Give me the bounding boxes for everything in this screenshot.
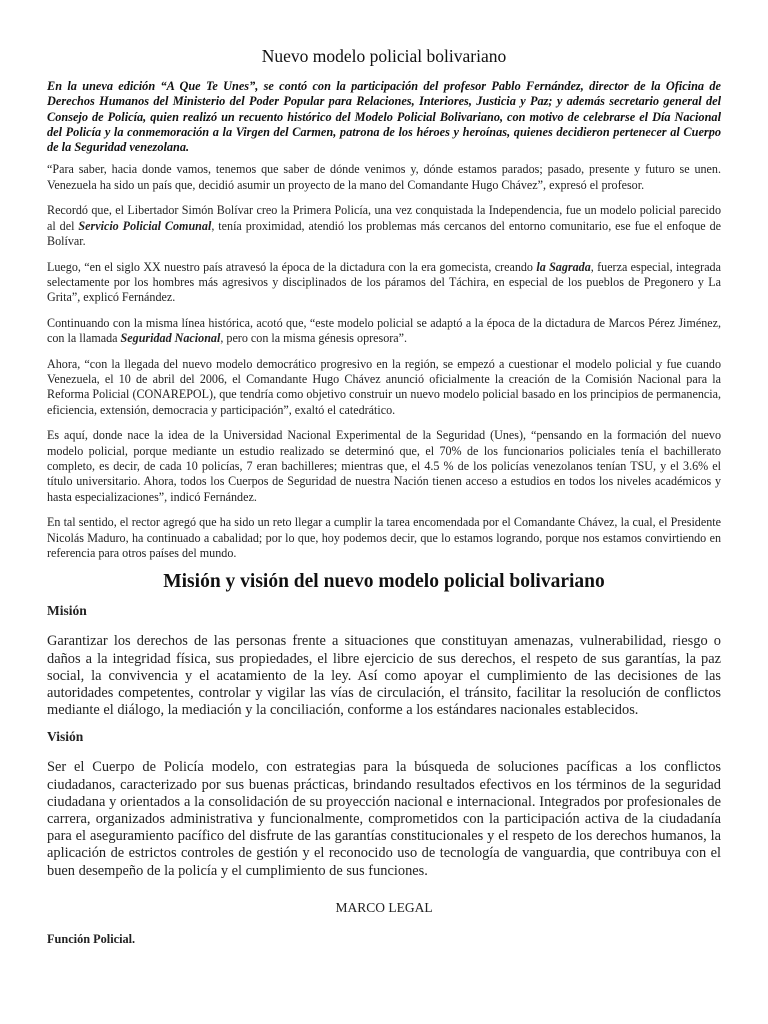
section-subtitle: Misión y visión del nuevo modelo policial bolivariano — [163, 571, 605, 593]
mision-heading: Misión — [47, 603, 87, 619]
marco-legal-heading: MARCO LEGAL — [335, 899, 433, 915]
vision-heading: Visión — [47, 729, 84, 745]
paragraph-4-text-b: , pero con la misma génesis opresora”. — [220, 331, 408, 346]
paragraph-4-emphasis: Seguridad Nacional — [120, 331, 221, 346]
funcion-policial-heading: Función Policial. — [47, 931, 136, 946]
paragraph-3 — [47, 260, 721, 306]
paragraph-2-emphasis: Servicio Policial Comunal — [78, 218, 212, 233]
paragraph-2-text-a: Recordó que, el Libertador Simón Bolívar creo la Primera Policía, una vez conquistada la Independencia, fue un modelo policial parecido al del — [47, 203, 721, 233]
paragraph-3-text-a: Luego, “en el siglo XX nuestro país atravesó la época de la dictadura con la era gomecista, creando — [47, 259, 537, 274]
paragraph-7: En tal sentido, el rector agregó que ha sido un reto llegar a cumplir la tarea encomendada por el Comandante Chávez, la cual, el Presidente Nicolás Maduro, ha continuado a cabalidad; por lo que, hoy podemos decir, que lo estamos logrando, porque nos estamos convirtiendo en referencia para otros países del mundo. — [47, 515, 721, 561]
paragraph-2-text-b: , tenía proximidad, atendió los problemas más cercanos del entorno comunitario, ese fue el enfoque de Bolívar. — [47, 218, 721, 249]
paragraph-3-emphasis: la Sagrada — [536, 259, 591, 274]
page-title: Nuevo modelo policial bolivariano — [261, 46, 507, 66]
vision-text: Ser el Cuerpo de Policía modelo, con estrategias para la búsqueda de soluciones pacíficas a los conflictos ciudadanos, caracterizado por sus buenas prácticas, brindando resultados efectivos en los términos de la seguridad ciudadana y orientados a la consolidación de su proyección nacional e internacional. Integrados por profesionales de carrera, organizados administrativa y funcionalmente, comprometidos con la participación activa de la ciudadanía para el aseguramiento pacífico del disfrute de las garantías constitucionales y el respeto de los derechos humanos, la aplicación de estrictos controles de gestión y el reconocido uso de tecnología de vanguardia, que contribuya con el buen desempeño de la policía y el cumplimiento de sus funciones. — [47, 759, 721, 879]
intro-paragraph: En la uneva edición “A Que Te Unes”, se contó con la participación del profesor Pablo Fernández, director de la Oficina de Derechos Humanos del Ministerio del Poder Popular para Relaciones, Interiores, Justicia y Paz; y además secretario general del Consejo de Policía, quien realizó un recuento histórico del Modelo Policial Bolivariano, con motivo de celebrarse el Día Nacional del Policía y la conmemoración a la Virgen del Carmen, patrona de los héroes y heroínas, quienes decidieron pertenecer al Cuerpo de la Seguridad venezolana. — [47, 79, 721, 155]
paragraph-3-text-b: , fuerza especial, integrada selectamente por los hombres más agresivos y disciplinados de los páramos del Táchira, en especial de los pueblos de Pregonero y La Grita”, explicó Fernández. — [47, 259, 721, 305]
paragraph-6: Es aquí, donde nace la idea de la Universidad Nacional Experimental de la Seguridad (Unes), “pensando en la formación del nuevo modelo policial, porque mediante un estudio realizado se determinó que, el 70% de los funcionarios policiales tenía el bachillerato completo, es decir, de cada 10 policías, 7 eran bachilleres; mientras que, el 4.5 % de los policías venezolanos tenían TSU, y el 3.6% el título universitario. Ahora, todos los Cuerpos de Seguridad de nuestra Nación tienen acceso a estudios en todos los niveles académicos y hasta especializaciones”, indicó Fernández. — [47, 428, 721, 504]
paragraph-1: “Para saber, hacia donde vamos, tenemos que saber de dónde venimos y, dónde estamos parados; pasado, presente y futuro se unen. Venezuela ha sido un país que, decidió asumir un proyecto de la mano del Comandante Hugo Chávez”, expresó el profesor. — [47, 162, 721, 192]
mision-text: Garantizar los derechos de las personas frente a situaciones que constituyan amenazas, vulnerabilidad, riesgo o daños a la integridad física, sus propiedades, el libre ejercicio de sus derechos, el respeto de sus garantías, la paz social, la convivencia y el acatamiento de la ley. Así como apoyar el cumplimiento de las decisiones de las autoridades competentes, controlar y vigilar las vías de circulación, el tránsito, facilitar la resolución de conflictos mediante el diálogo, la mediación y la conciliación, conforme a los estándares nacionales establecidos. — [47, 633, 721, 719]
paragraph-5: Ahora, “con la llegada del nuevo modelo democrático progresivo en la región, se empezó a cuestionar el modelo policial y fue cuando Venezuela, el 10 de abril del 2006, el Comandante Hugo Chávez anunció oficialmente la creación de la Comisión Nacional para la Reforma Policial (CONAREPOL), que tendría como objetivo construir un nuevo modelo policial basado en los principios de permanencia, eficiencia, extensión, democracia y participación”, exaltó el catedrático. — [47, 356, 721, 417]
article-body — [47, 162, 721, 561]
paragraph-4-text-a: Continuando con la misma línea histórica, acotó que, “este modelo policial se adaptó a la época de la dictadura de Marcos Pérez Jiménez, con la llamada — [47, 315, 721, 346]
paragraph-4 — [47, 316, 721, 347]
paragraph-2 — [47, 203, 721, 249]
